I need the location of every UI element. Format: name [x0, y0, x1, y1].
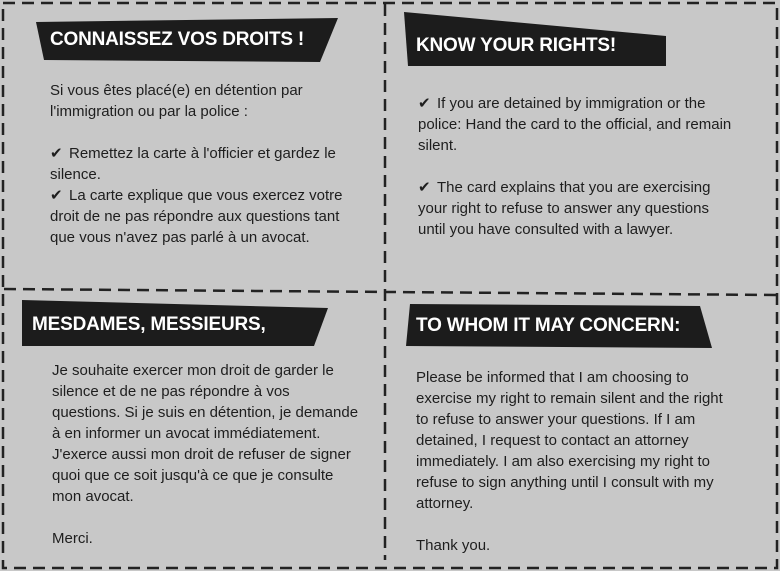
list-item	[50, 185, 368, 248]
body-fr-letter	[52, 360, 362, 549]
panel-title: CONNAISSEZ VOS DROITS !	[50, 29, 305, 50]
check-icon: ✔	[418, 179, 431, 196]
letter-text: Please be informed that I am choosing to exercise my right to remain silent and the right to refuse to answer your questions. If I am detained, I request to contact an attorney immediately. I am also exercising my right to refuse to sign anything until I consult with my attorney.	[416, 369, 723, 512]
body-fr-rights	[50, 80, 368, 248]
banner-fr-letter	[22, 300, 328, 346]
body-en-rights	[418, 93, 738, 240]
banner-fr-rights	[36, 18, 338, 62]
letter-closing: Merci.	[52, 530, 93, 547]
list-item-text: La carte explique que vous exercez votre droit de ne pas répondre aux questions tant que vous n'avez pas parlé à un avocat.	[50, 187, 343, 246]
check-icon: ✔	[50, 187, 63, 204]
letter-text: Je souhaite exercer mon droit de garder le silence et de ne pas répondre à vos questions. Si je suis en détention, je demande à en informer un avocat immédiatement. J'exerce aussi mon droit de refuser de signer quoi que ce soit jusqu'à ce que je consulte mon avocat.	[52, 362, 359, 505]
list-item-text: The card explains that you are exercising your right to refuse to answer any questions until you have consulted with a lawyer.	[418, 179, 711, 238]
check-icon: ✔	[418, 95, 431, 112]
list-item	[418, 93, 738, 156]
panel-title: KNOW YOUR RIGHTS!	[416, 35, 616, 56]
list-item	[418, 177, 738, 240]
check-icon: ✔	[50, 145, 63, 162]
banner-en-letter	[406, 304, 712, 348]
body-en-letter	[416, 367, 736, 556]
intro-text: Si vous êtes placé(e) en détention par l'immigration ou par la police :	[50, 82, 303, 120]
panel-title: TO WHOM IT MAY CONCERN:	[416, 315, 681, 336]
list-item	[50, 143, 368, 185]
list-item-text: If you are detained by immigration or the police: Hand the card to the official, and remain silent.	[418, 95, 732, 154]
panel-title: MESDAMES, MESSIEURS,	[32, 314, 266, 335]
list-item-text: Remettez la carte à l'officier et gardez le silence.	[50, 145, 336, 183]
banner-en-rights	[404, 12, 666, 66]
horizontal-cut-line	[4, 289, 776, 295]
letter-closing: Thank you.	[416, 537, 491, 554]
